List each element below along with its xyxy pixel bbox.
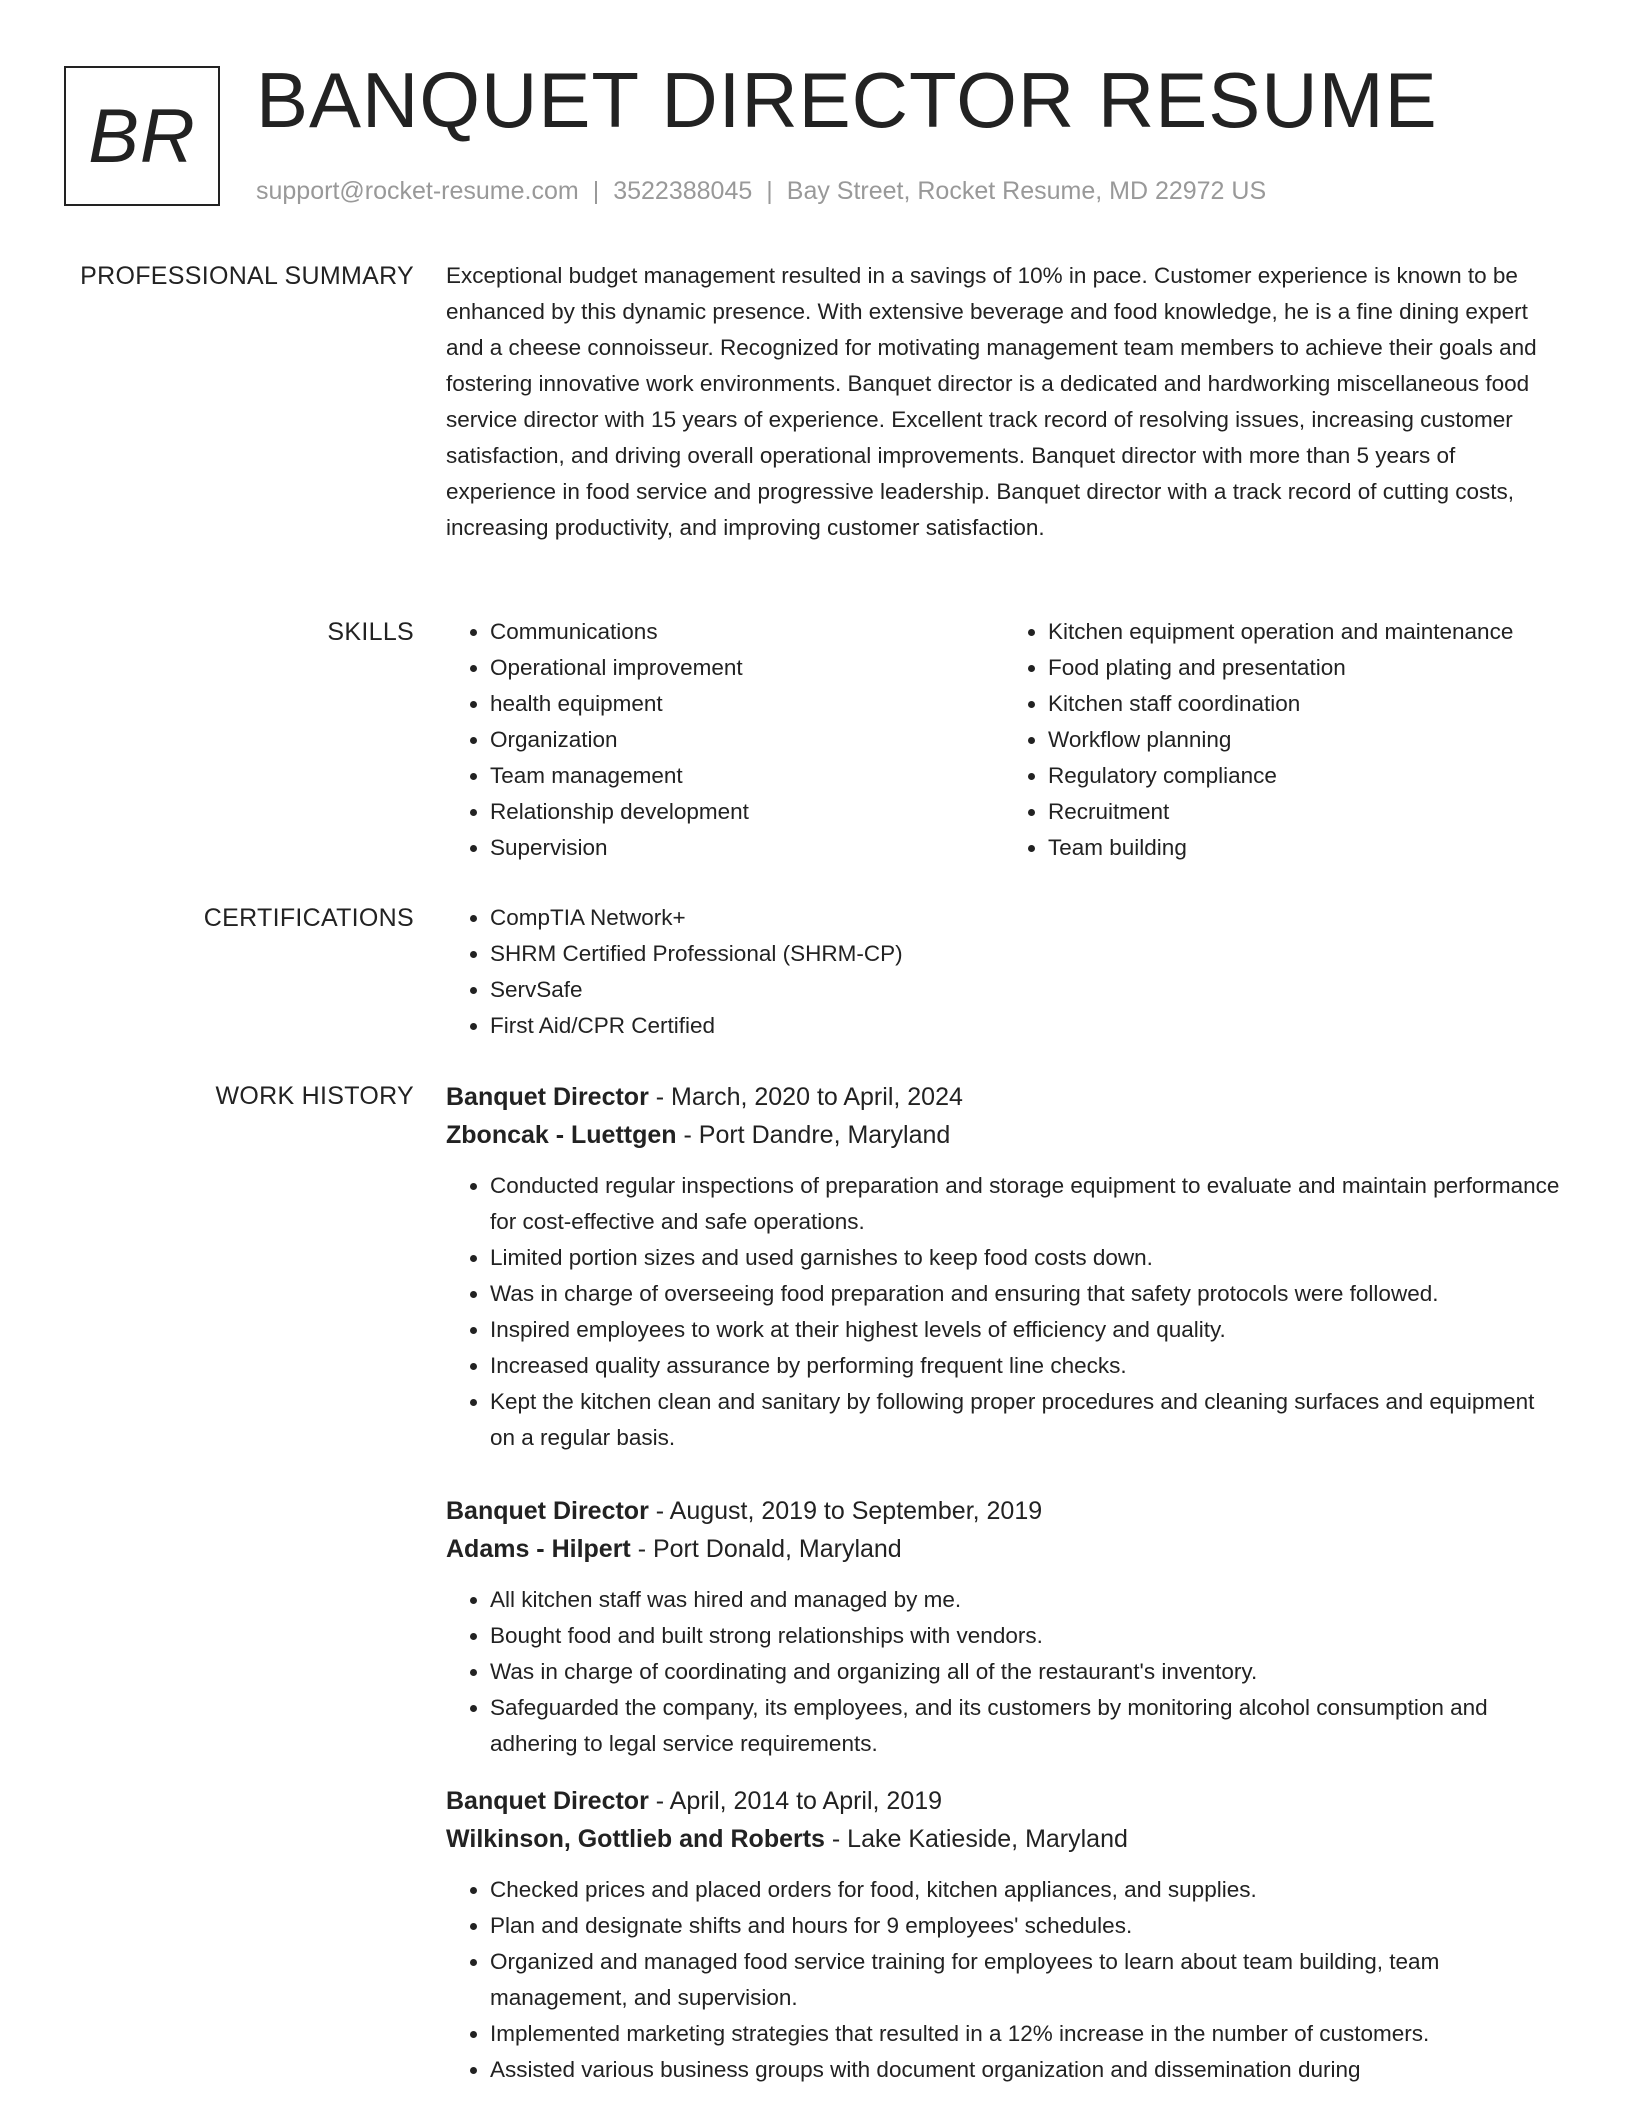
job-entry bbox=[446, 1492, 1562, 1762]
monogram-initials: BR bbox=[88, 93, 196, 179]
list-item: • Food plating and presentation bbox=[1048, 650, 1562, 686]
contact-separator: | bbox=[592, 177, 600, 205]
job-company: Zboncak - Luettgen bbox=[446, 1121, 677, 1149]
list-item: • Team management bbox=[490, 758, 1004, 794]
job-bullet: • Increased quality assurance by performing frequent line checks. bbox=[490, 1348, 1562, 1384]
skills-list-right bbox=[1004, 614, 1562, 866]
list-item: • Team building bbox=[1048, 830, 1562, 866]
job-location: - Port Dandre, Maryland bbox=[676, 1121, 951, 1149]
job-bullets bbox=[446, 1582, 1562, 1762]
skills-body bbox=[446, 614, 1562, 866]
work-body bbox=[446, 1078, 1562, 2108]
job-company-line bbox=[446, 1820, 1562, 1858]
list-item: • Kitchen equipment operation and maintenance bbox=[1048, 614, 1562, 650]
job-location: - Port Donald, Maryland bbox=[630, 1535, 902, 1563]
list-item: • health equipment bbox=[490, 686, 1004, 722]
list-item: • Recruitment bbox=[1048, 794, 1562, 830]
job-dates: - August, 2019 to September, 2019 bbox=[648, 1497, 1043, 1525]
list-item: • CompTIA Network+ bbox=[490, 900, 1562, 936]
job-bullet: • Assisted various business groups with document organization and dissemination during bbox=[490, 2052, 1562, 2088]
job-bullet: • Was in charge of coordinating and organizing all of the restaurant's inventory. bbox=[490, 1654, 1562, 1690]
job-bullets bbox=[446, 1872, 1562, 2088]
contact-phone: 3522388045 bbox=[613, 177, 753, 205]
certifications-heading: CERTIFICATIONS bbox=[203, 904, 414, 932]
list-item: • First Aid/CPR Certified bbox=[490, 1008, 1562, 1044]
job-title-line bbox=[446, 1492, 1562, 1530]
skills-heading: SKILLS bbox=[327, 618, 414, 646]
summary-text: Exceptional budget management resulted in a savings of 10% in pace. Customer experience is known to be enhanced by this dynamic presence. With extensive beverage and food knowledge, he is a fine dining expert and a cheese connoisseur. Recognized for motivating management team members to achieve their goals and fostering innovative work environments. Banquet director is a dedicated and hardworking miscellaneous food service director with 15 years of experience. Excellent track record of resolving issues, increasing customer satisfaction, and driving overall operational improvements. Banquet director with more than 5 years of experience in food service and progressive leadership. Banquet director with a track record of cutting costs, increasing productivity, and improving customer satisfaction. bbox=[446, 263, 1537, 540]
job-bullet: • Plan and designate shifts and hours for 9 employees' schedules. bbox=[490, 1908, 1562, 1944]
resume-title: BANQUET DIRECTOR RESUME bbox=[256, 56, 1438, 144]
skills-list-left bbox=[446, 614, 1004, 866]
job-bullet: • Was in charge of overseeing food preparation and ensuring that safety protocols were followed. bbox=[490, 1276, 1562, 1312]
list-item: • Operational improvement bbox=[490, 650, 1004, 686]
job-bullet: • Conducted regular inspections of preparation and storage equipment to evaluate and maintain performance for cost-effective and safe operations. bbox=[490, 1168, 1562, 1240]
job-location: - Lake Katieside, Maryland bbox=[824, 1825, 1128, 1853]
job-bullet: • Organized and managed food service training for employees to learn about team building, team management, and supervision. bbox=[490, 1944, 1562, 2016]
job-bullets bbox=[446, 1168, 1562, 1456]
job-bullet: • Checked prices and placed orders for food, kitchen appliances, and supplies. bbox=[490, 1872, 1562, 1908]
work-heading: WORK HISTORY bbox=[215, 1082, 414, 1110]
job-company: Wilkinson, Gottlieb and Roberts bbox=[446, 1825, 825, 1853]
certifications-body bbox=[446, 900, 1562, 1044]
job-bullet: • Implemented marketing strategies that resulted in a 12% increase in the number of customers. bbox=[490, 2016, 1562, 2052]
list-item: • Regulatory compliance bbox=[1048, 758, 1562, 794]
contact-email: support@rocket-resume.com bbox=[256, 177, 579, 205]
list-item: • SHRM Certified Professional (SHRM-CP) bbox=[490, 936, 1562, 972]
certifications-list bbox=[446, 900, 1562, 1044]
summary-body bbox=[446, 258, 1562, 546]
job-title-line bbox=[446, 1078, 1562, 1116]
job-entry bbox=[446, 1078, 1562, 1456]
job-bullet: • Kept the kitchen clean and sanitary by following proper procedures and cleaning surfaces and equipment on a regular basis. bbox=[490, 1384, 1562, 1456]
job-bullet: • All kitchen staff was hired and managed by me. bbox=[490, 1582, 1562, 1618]
contact-separator: | bbox=[766, 177, 773, 205]
job-company-line bbox=[446, 1530, 1562, 1568]
job-title: Banquet Director bbox=[446, 1787, 649, 1815]
list-item: • Communications bbox=[490, 614, 1004, 650]
list-item: • Organization bbox=[490, 722, 1004, 758]
job-dates: - March, 2020 to April, 2024 bbox=[648, 1083, 963, 1111]
job-bullet: • Bought food and built strong relationships with vendors. bbox=[490, 1618, 1562, 1654]
job-title: Banquet Director bbox=[446, 1083, 649, 1111]
list-item: • Supervision bbox=[490, 830, 1004, 866]
summary-heading: PROFESSIONAL SUMMARY bbox=[80, 262, 414, 290]
job-entry bbox=[446, 1782, 1562, 2088]
job-bullet: • Inspired employees to work at their highest levels of efficiency and quality. bbox=[490, 1312, 1562, 1348]
job-bullet: • Safeguarded the company, its employees, and its customers by monitoring alcohol consumption and adhering to legal service requirements. bbox=[490, 1690, 1562, 1762]
contact-line bbox=[256, 174, 1266, 208]
job-bullet: • Limited portion sizes and used garnishes to keep food costs down. bbox=[490, 1240, 1562, 1276]
list-item: • Relationship development bbox=[490, 794, 1004, 830]
job-company: Adams - Hilpert bbox=[446, 1535, 631, 1563]
monogram-box bbox=[64, 66, 220, 206]
job-title-line bbox=[446, 1782, 1562, 1820]
list-item: • Kitchen staff coordination bbox=[1048, 686, 1562, 722]
list-item: • ServSafe bbox=[490, 972, 1562, 1008]
contact-address: Bay Street, Rocket Resume, MD 22972 US bbox=[786, 177, 1267, 205]
job-dates: - April, 2014 to April, 2019 bbox=[648, 1787, 943, 1815]
job-company-line bbox=[446, 1116, 1562, 1154]
job-title: Banquet Director bbox=[446, 1497, 649, 1525]
list-item: • Workflow planning bbox=[1048, 722, 1562, 758]
